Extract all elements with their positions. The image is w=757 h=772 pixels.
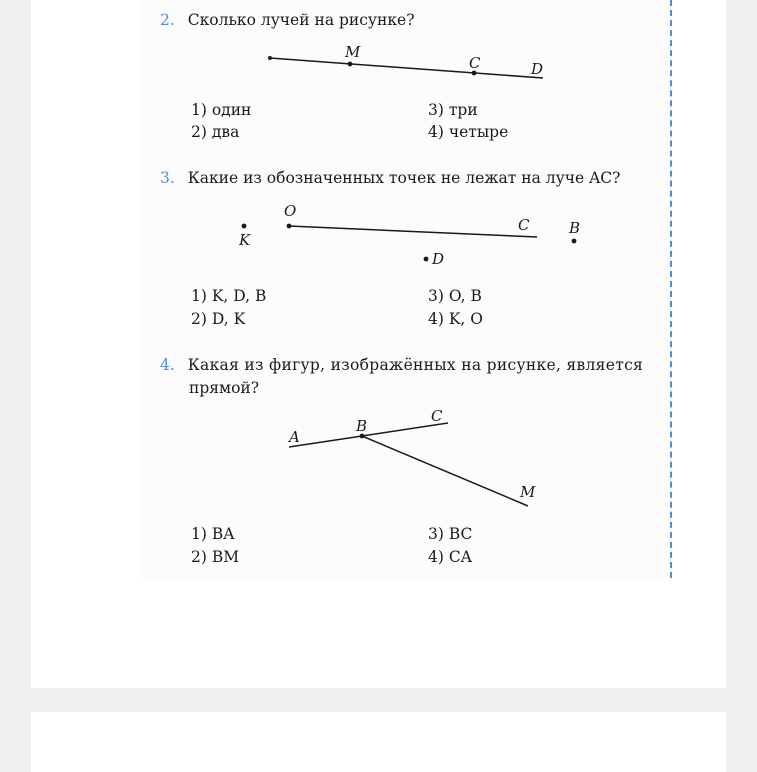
q4-ray-bm [362, 436, 528, 506]
q2-label-d: D [531, 60, 544, 78]
q2-option-4: 4) четыре [428, 123, 509, 141]
q2-option-3: 3) три [428, 101, 478, 119]
question-4-text-line2: прямой? [189, 379, 260, 397]
q4-line-ac [289, 423, 448, 447]
q3-label-o: O [284, 202, 297, 220]
q4-label-a: A [289, 428, 300, 446]
q3-option-1: 1) K, D, B [191, 287, 267, 305]
question-3-number: 3. [160, 169, 175, 187]
q4-label-c: C [431, 407, 443, 425]
question-2-number: 2. [160, 11, 175, 29]
q4-label-b: B [356, 417, 368, 435]
q4-option-3: 3) BC [428, 525, 473, 543]
q3-option-4: 4) K, O [428, 310, 483, 328]
q3-label-c: C [518, 216, 530, 234]
q4-option-1: 1) BA [191, 525, 235, 543]
question-2-text: Сколько лучей на рисунке? [187, 11, 415, 29]
q3-option-3: 3) O, B [428, 287, 482, 305]
q2-label-c: C [469, 54, 481, 72]
q2-option-1: 1) один [191, 101, 252, 119]
question-4-text-line1: Какая из фигур, изображённых на рисунке, является [187, 356, 644, 374]
q3-label-d: D [432, 250, 445, 268]
q3-label-k: K [239, 231, 251, 249]
q4-option-4: 4) CA [428, 548, 472, 566]
question-4-number: 4. [160, 356, 175, 374]
q4-option-2: 2) BM [191, 548, 240, 566]
q2-option-2: 2) два [191, 123, 240, 141]
question-3-text: Какие из обозначенных точек не лежат на луче AC? [187, 169, 621, 187]
q2-label-m: M [345, 43, 361, 61]
q3-label-b: B [569, 219, 581, 237]
q4-label-m: M [520, 483, 536, 501]
q3-option-2: 2) D, K [191, 310, 246, 328]
